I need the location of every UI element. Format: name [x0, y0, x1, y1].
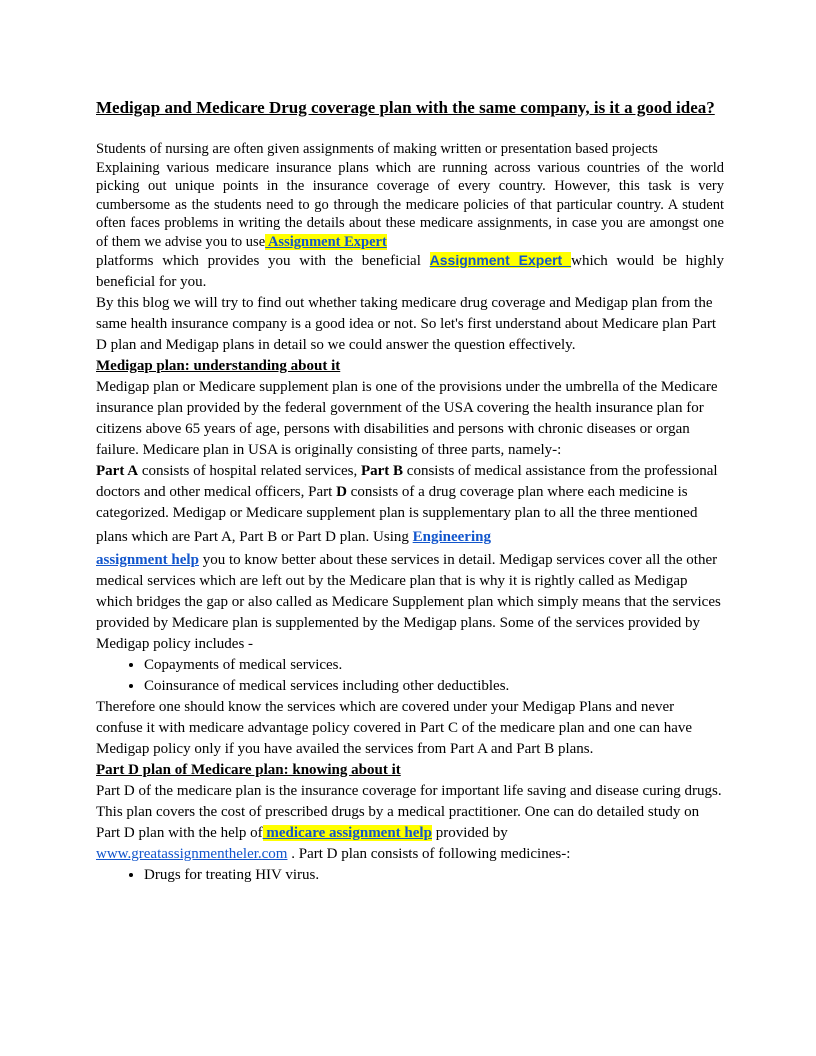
part-d-label: D	[336, 484, 347, 500]
list-item: • Coinsurance of medical services including other deductibles.	[144, 676, 724, 697]
intro-paragraph	[96, 140, 724, 293]
section-heading-medigap: Medigap plan: understanding about it	[96, 358, 341, 374]
part-d-text: consists of a drug coverage plan where each medicine is categorized. Medigap or Medicare supplement plan is supplementary plan to all the three mentioned plans which are Part A, Part B or Part D plan. Using	[96, 484, 698, 545]
intro-line-3a: platforms which provides you with the beneficial	[96, 253, 430, 269]
medigap-services-list	[96, 655, 724, 697]
intro-line-3b: which would be highly beneficial for you.	[96, 253, 724, 290]
engineering-help-link-2[interactable]: assignment help	[96, 552, 199, 568]
part-a-label: Part A	[96, 463, 139, 479]
part-b-text: consists of medical assistance from the professional doctors and other medical officers, Part	[96, 463, 718, 500]
part-d-text-a: Part D of the medicare plan is the insurance coverage for important life saving and disease curing drugs. This plan covers the cost of prescribed drugs by a medical practitioner. One can do detailed study on Part D plan with the help of	[96, 783, 722, 841]
medicare-assignment-help-link[interactable]: medicare assignment help	[262, 825, 432, 841]
part-d-text-b: provided by	[431, 825, 508, 841]
list-item: • Copayments of medical services.	[144, 655, 724, 676]
blog-paragraph: By this blog we will try to find out whether taking medicare drug coverage and Medigap plan from the same health insurance company is a good idea or not. So let's first understand about Medicare plan Part D plan and Medigap plans in detail so we could answer the question effectively.	[96, 295, 717, 353]
intro-line-1: Students of nursing are often given assignments of making written or presentation based projects	[96, 141, 658, 157]
intro-line-2: Explaining various medicare insurance plans which are running across various countries of the world picking out unique points in the insurance coverage of every country. However, this task is very cumbersome as the students need to go through the medicare policies of that particular country. A student often faces problems in writing the details about these medicare assignments, in case you are amongst one of them we advise you to use	[96, 159, 724, 250]
engineering-help-link[interactable]: Engineering	[412, 529, 491, 545]
part-a-text: consists of hospital related services,	[138, 463, 361, 479]
closing-paragraph: Therefore one should know the services which are covered under your Medigap Plans and never confuse it with medicare advantage policy covered in Part C of the medicare plan and one can have Medigap policy only if you have availed the services from Part A and Part B plans.	[96, 699, 693, 757]
document-page	[96, 96, 724, 886]
part-b-label: Part B	[360, 463, 404, 479]
website-link[interactable]: www.greatassignmentheler.com	[96, 846, 288, 862]
parts-paragraph	[96, 461, 724, 655]
part-d-medicines-list	[96, 865, 724, 886]
assignment-expert-link-2[interactable]: Assignment Expert	[429, 252, 572, 268]
list-item: • Drugs for treating HIV virus.	[144, 865, 724, 886]
part-d-paragraph	[96, 781, 724, 865]
page-title: Medigap and Medicare Drug coverage plan with the same company, is it a good idea?	[96, 98, 715, 117]
part-d-text-c: . Part D plan consists of following medicines-:	[287, 846, 571, 862]
after-link-text: you to know better about these services in detail. Medigap services cover all the other medical services which are left out by the Medicare plan that is why it is rightly called as Medigap which bridges the gap or also called as Medicare Supplement plan which simply means that the services provided by Medicare plan is supplemented by the Medigap plans. Some of the services provided by Medigap policy includes -	[96, 552, 721, 652]
section-heading-part-d: Part D plan of Medicare plan: knowing about it	[96, 762, 401, 778]
assignment-expert-link[interactable]: Assignment Expert	[265, 233, 387, 250]
medigap-paragraph: Medigap plan or Medicare supplement plan is one of the provisions under the umbrella of the Medicare insurance plan provided by the federal government of the USA covering the health insurance plan for citizens above 65 years of age, persons with disabilities and persons with chronic diseases or organ failure. Medicare plan in USA is originally consisting of three parts, namely-:	[96, 379, 718, 458]
